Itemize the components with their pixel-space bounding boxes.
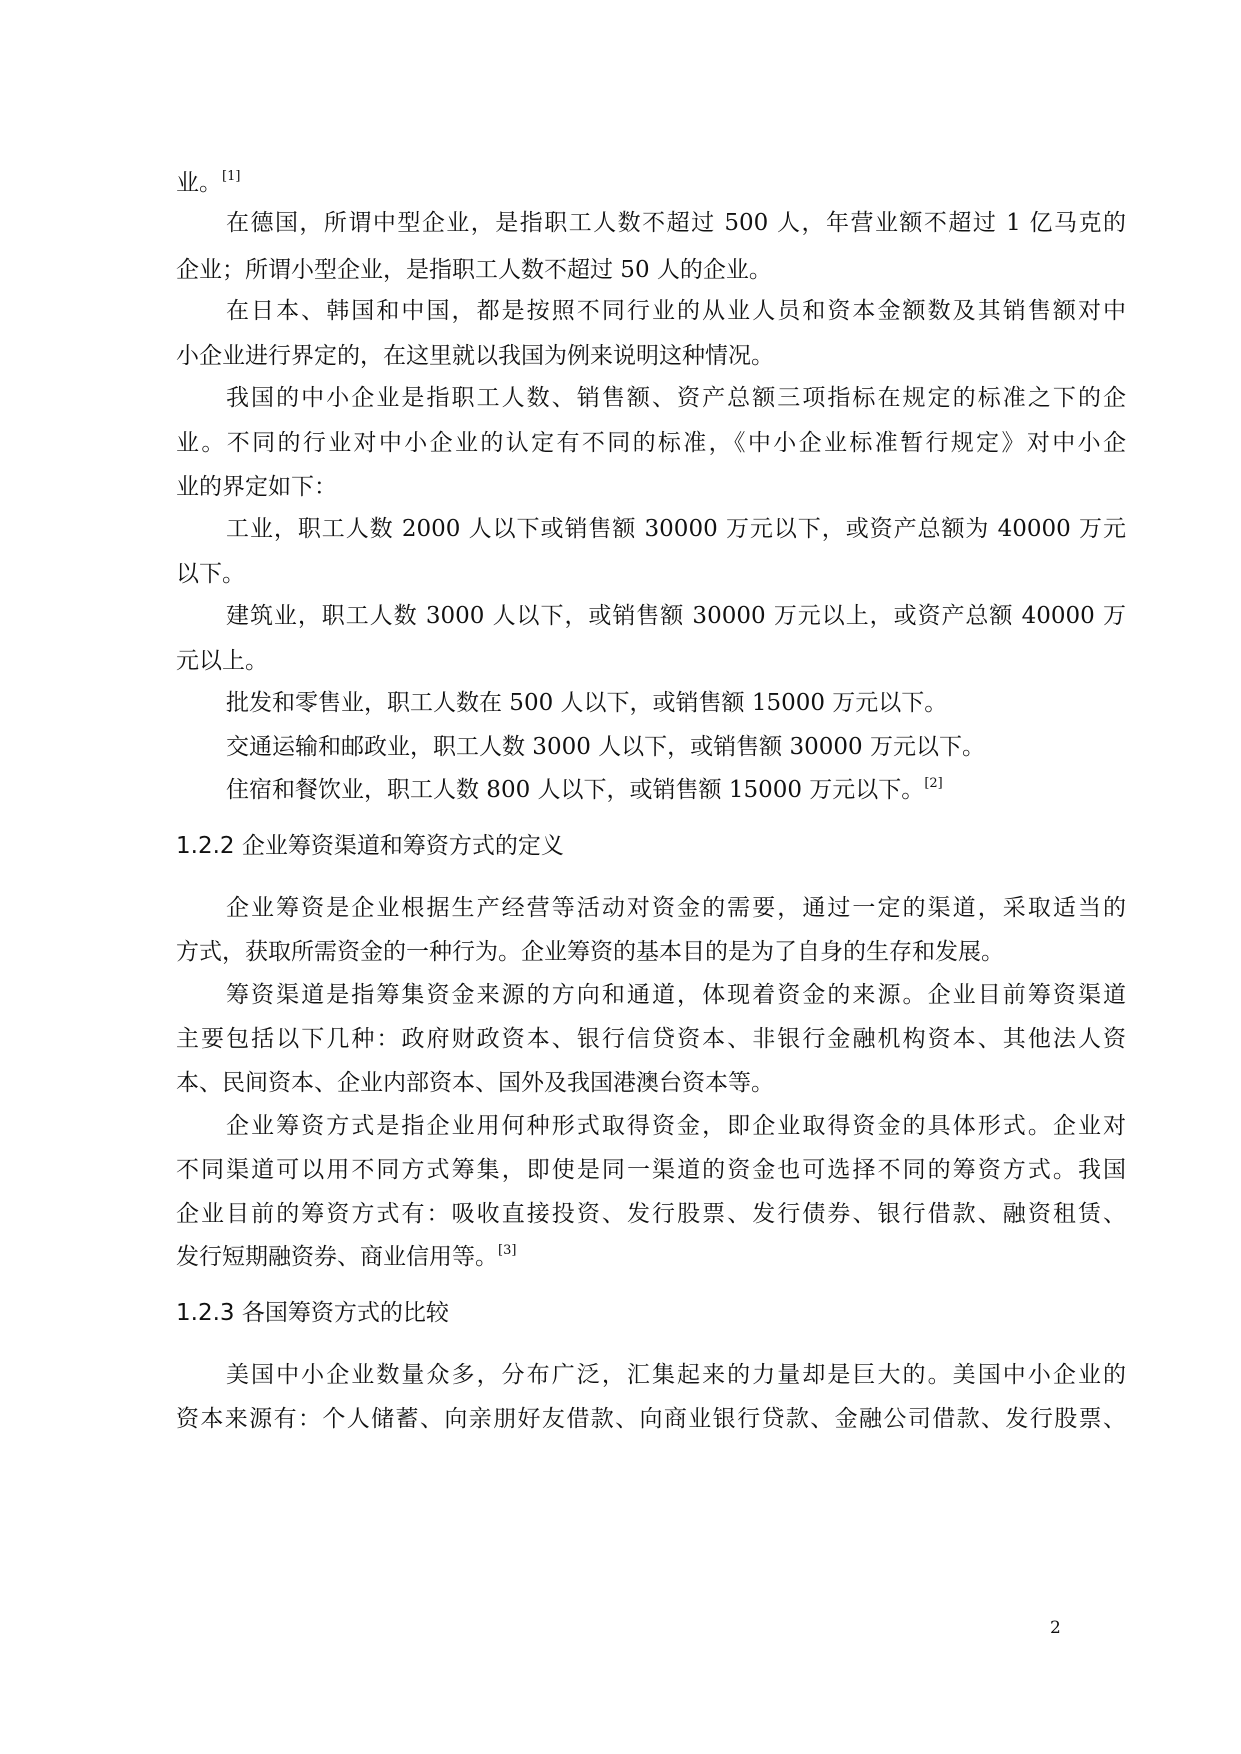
paragraph-line: 业的界定如下： [176, 474, 337, 500]
paragraph-line: 在德国，所谓中型企业，是指职工人数不超过 500 人，年营业额不超过 1 亿马克的 [226, 210, 1126, 236]
section-heading: 1.2.3 各国筹资方式的比较 [176, 1300, 449, 1326]
paragraph-line: 工业，职工人数 2000 人以下或销售额 30000 万元以下，或资产总额为 40000 万元 [226, 516, 1126, 542]
paragraph-line: 资本来源有：个人储蓄、向亲朋好友借款、向商业银行贷款、金融公司借款、发行股票、 [176, 1406, 1126, 1432]
section-heading: 1.2.2 企业筹资渠道和筹资方式的定义 [176, 833, 564, 859]
paragraph-line: 企业筹资是企业根据生产经营等活动对资金的需要，通过一定的渠道，采取适当的 [226, 895, 1126, 921]
paragraph-line: 主要包括以下几种：政府财政资本、银行信贷资本、非银行金融机构资本、其他法人资 [176, 1026, 1126, 1052]
paragraph-line: 企业；所谓小型企业，是指职工人数不超过 50 人的企业。 [176, 257, 772, 283]
paragraph-line: 业。不同的行业对中小企业的认定有不同的标准，《中小企业标准暂行规定》对中小企 [176, 430, 1126, 456]
paragraph-line: 企业筹资方式是指企业用何种形式取得资金，即企业取得资金的具体形式。企业对 [226, 1113, 1126, 1139]
paragraph-line: 方式，获取所需资金的一种行为。企业筹资的基本目的是为了自身的生存和发展。 [176, 939, 1004, 965]
paragraph-line: 交通运输和邮政业，职工人数 3000 人以下，或销售额 30000 万元以下。 [226, 734, 985, 760]
paragraph-line: 美国中小企业数量众多，分布广泛，汇集起来的力量却是巨大的。美国中小企业的 [226, 1362, 1126, 1388]
paragraph-line: 本、民间资本、企业内部资本、国外及我国港澳台资本等。 [176, 1070, 774, 1096]
paragraph-line: 发行短期融资券、商业信用等。[3] [176, 1243, 517, 1270]
paragraph-line: 建筑业，职工人数 3000 人以下，或销售额 30000 万元以上，或资产总额 40000 万 [226, 603, 1126, 629]
citation-ref: [3] [498, 1243, 517, 1258]
paragraph-line: 以下。 [176, 561, 245, 587]
paragraph-line: 在日本、韩国和中国，都是按照不同行业的从业人员和资本金额数及其销售额对中 [226, 298, 1126, 324]
paragraph-line: 筹资渠道是指筹集资金来源的方向和通道，体现着资金的来源。企业目前筹资渠道 [226, 982, 1126, 1008]
paragraph-line: 小企业进行界定的，在这里就以我国为例来说明这种情况。 [176, 343, 774, 369]
citation-ref: [1] [222, 169, 241, 184]
paragraph-line: 我国的中小企业是指职工人数、销售额、资产总额三项指标在规定的标准之下的企 [226, 385, 1126, 411]
citation-ref: [2] [924, 776, 943, 791]
paragraph-line: 元以上。 [176, 648, 268, 674]
paragraph-line: 批发和零售业，职工人数在 500 人以下，或销售额 15000 万元以下。 [226, 690, 948, 716]
paragraph-line: 业。[1] [176, 169, 241, 196]
paragraph-line: 企业目前的筹资方式有：吸收直接投资、发行股票、发行债券、银行借款、融资租赁、 [176, 1201, 1126, 1227]
page-number: 2 [1050, 1618, 1061, 1638]
paragraph-line: 住宿和餐饮业，职工人数 800 人以下，或销售额 15000 万元以下。[2] [226, 776, 943, 803]
paragraph-line: 不同渠道可以用不同方式筹集，即使是同一渠道的资金也可选择不同的筹资方式。我国 [176, 1157, 1126, 1183]
